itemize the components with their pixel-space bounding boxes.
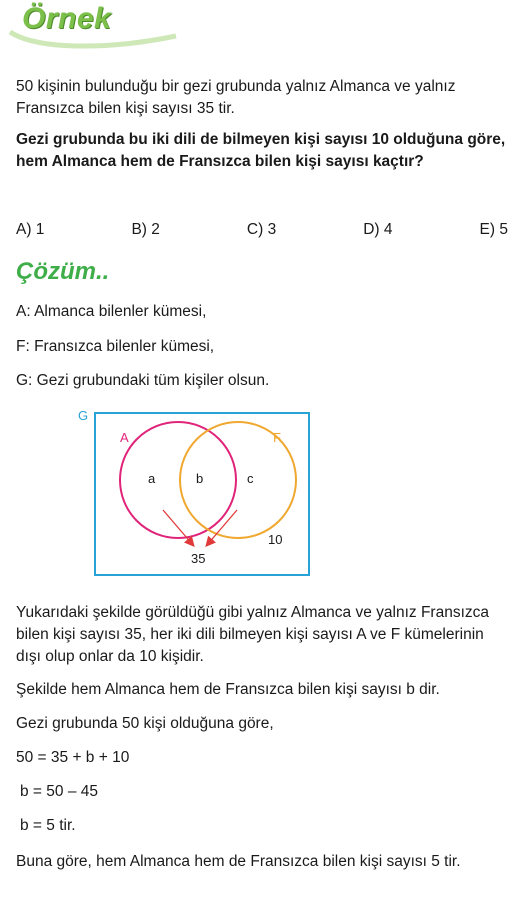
choice-d: D) 4 [363, 221, 393, 238]
arrow-from-a [163, 510, 193, 545]
definition-f: F: Fransızca bilenler kümesi, [16, 338, 215, 355]
problem-intro: 50 kişinin bulunduğu bir gezi grubunda yalnız Almanca ve yalnız Fransızca bilen kişi sayısı 35 tir. [16, 78, 456, 117]
choice-b: B) 2 [131, 221, 160, 238]
set-f-label: F [273, 430, 281, 445]
equation-3: b = 5 tir. [20, 817, 76, 834]
choice-e: E) 5 [479, 221, 508, 238]
page-title: Örnek [22, 2, 112, 35]
step-2: Gezi grubunda 50 kişi olduğuna göre, [16, 715, 274, 732]
choice-c: C) 3 [246, 221, 277, 238]
answer-choices [16, 221, 508, 239]
outside-label: 10 [268, 532, 283, 547]
region-a-label: a [148, 471, 156, 486]
conclusion-text: Buna göre, hem Almanca hem de Fransızca bilen kişi sayısı 5 tir. [16, 853, 461, 870]
universe-label: G [78, 408, 89, 423]
set-a-circle [120, 422, 236, 538]
equation-2: b = 50 – 45 [20, 783, 98, 800]
explanation-text: Yukarıdaki şekilde görüldüğü gibi yalnız Almanca ve yalnız Fransızca bilen kişi sayısı 35, her iki dili bilmeyen kişi sayısı A ve F kümelerinin dışı olup onlar da 10 kişidir. [16, 604, 489, 665]
step-1: Şekilde hem Almanca hem de Fransızca bilen kişi sayısı b dir. [16, 681, 440, 698]
region-c-label: c [247, 471, 254, 486]
region-b-label: b [196, 471, 204, 486]
venn-diagram [75, 403, 325, 583]
set-a-label: A [120, 430, 129, 445]
choice-a: A) 1 [16, 221, 45, 238]
problem-question: Gezi grubunda bu iki dili de bilmeyen kişi sayısı 10 olduğuna göre, hem Almanca hem de Fransızca bilen kişi sayısı kaçtır? [16, 131, 506, 170]
definition-g: G: Gezi grubundaki tüm kişiler olsun. [16, 372, 270, 389]
sum-label: 35 [191, 551, 206, 566]
equation-1: 50 = 35 + b + 10 [16, 749, 130, 766]
definition-a: A: Almanca bilenler kümesi, [16, 303, 207, 320]
solution-title: Çözüm.. [16, 258, 110, 285]
